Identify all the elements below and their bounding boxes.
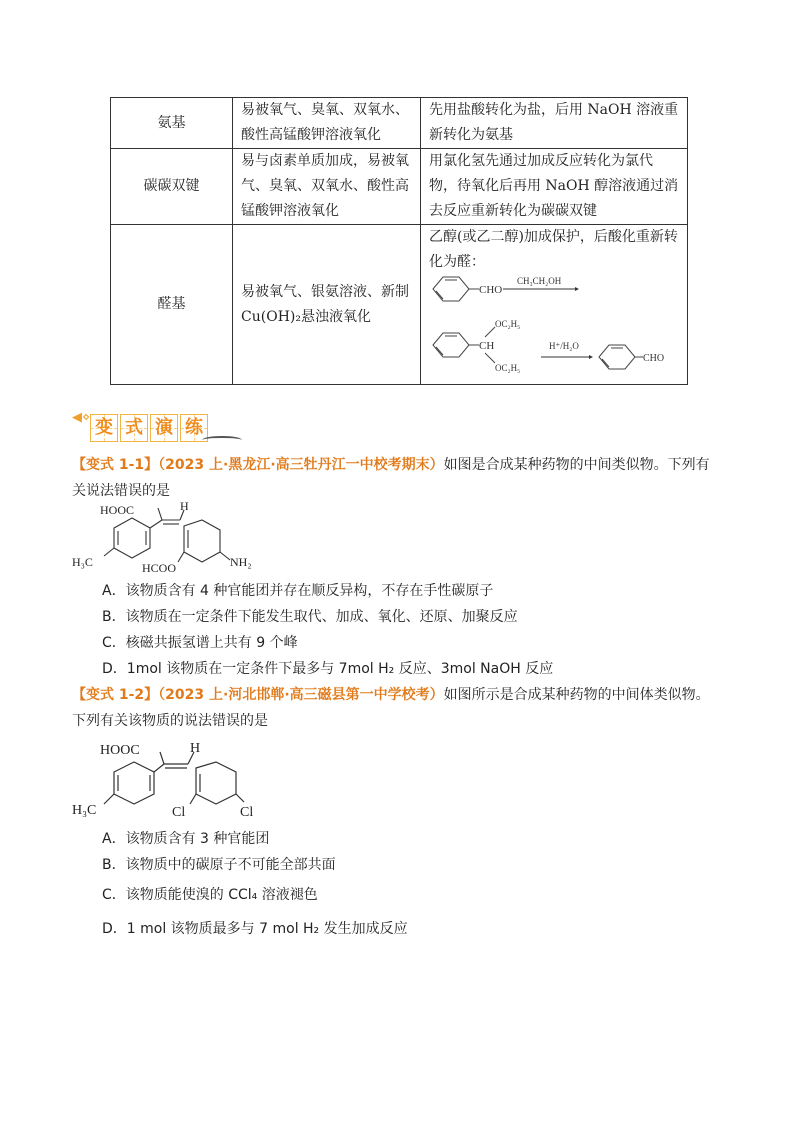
option-a[interactable]: A．该物质含有 3 种官能团: [102, 831, 270, 847]
title-char: 式: [120, 414, 148, 442]
svg-text:CHO: CHO: [478, 284, 503, 296]
group-cell: 醛基: [111, 225, 233, 385]
svg-text:NH₂: NH₂: [230, 555, 252, 569]
question-2-stem: [72, 682, 722, 734]
question-tag: 【变式 1-1】: [72, 457, 159, 473]
benzene-ring-icon: [599, 345, 643, 369]
question-tag: 【变式 1-2】: [72, 687, 159, 703]
property-cell: 易被氧气、臭氧、双氧水、酸性高锰酸钾溶液氧化: [233, 98, 421, 149]
option-c[interactable]: C．该物质能使溴的 CCl₄ 溶液褪色: [102, 887, 318, 903]
table-row: [111, 149, 688, 225]
svg-text:Cl: Cl: [240, 805, 254, 820]
title-char: 演: [150, 414, 178, 442]
benzene-ring-icon: [433, 277, 479, 301]
protection-text: 乙醇(或乙二醇)加成保护，后酸化重新转化为醛：: [428, 229, 678, 270]
svg-text:OC₂H₅: OC₂H₅: [494, 319, 521, 329]
decorative-swoosh-icon: [202, 436, 242, 444]
question-source: （2023 上·河北邯郸·高三磁县第一中学校考）: [158, 687, 444, 703]
title-char: 练: [180, 414, 208, 442]
option-d[interactable]: D．1 mol 该物质最多与 7 mol H₂ 发生加成反应: [102, 921, 408, 937]
question-2-structure: [72, 738, 272, 820]
speaker-icon: ◀⋄: [72, 410, 91, 425]
question-source: （2023 上·黑龙江·高三牡丹江一中校考期末）: [158, 457, 444, 473]
svg-text:Cl: Cl: [172, 805, 186, 820]
option-d[interactable]: D．1mol 该物质在一定条件下最多与 7mol H₂ 反应、3mol NaOH 反应: [102, 661, 554, 677]
svg-text:HOOC: HOOC: [100, 503, 135, 517]
table-row: [111, 225, 688, 385]
option-c[interactable]: C．核磁共振氢谱上共有 9 个峰: [102, 635, 298, 651]
svg-text:CH₃CH₂OH: CH₃CH₂OH: [516, 276, 562, 286]
option-b[interactable]: B．该物质在一定条件下能发生取代、加成、氧化、还原、加聚反应: [102, 609, 518, 625]
svg-text:H₃C: H₃C: [72, 803, 97, 818]
property-cell: 易被氧气、银氨溶液、新制Cu(OH)₂悬浊液氧化: [233, 225, 421, 385]
title-char: 变: [90, 414, 118, 442]
protection-cell: 用氯化氢先通过加成反应转化为氯代物，待氧化后再用 NaOH 醇溶液通过消去反应重新转化为碳碳双键: [420, 149, 687, 225]
group-cell: 氨基: [111, 98, 233, 149]
protection-table: [110, 97, 688, 385]
property-cell: 易与卤素单质加成，易被氧气、臭氧、双氧水、酸性高锰酸钾溶液氧化: [233, 149, 421, 225]
protection-cell: [420, 225, 687, 385]
svg-text:H: H: [190, 741, 201, 756]
svg-text:H₃C: H₃C: [72, 555, 93, 569]
question-1-stem: [72, 452, 722, 504]
question-1-structure: [70, 500, 290, 572]
question-text: 如图所示是合成某种药物的中间体类似物。下列有关该物质的说法错误的是: [72, 687, 710, 729]
svg-text:CHO: CHO: [642, 353, 665, 364]
svg-text:OC₂H₅: OC₂H₅: [494, 363, 521, 373]
svg-text:HCOO: HCOO: [142, 561, 177, 572]
svg-text:H: H: [180, 500, 189, 513]
svg-text:HOOC: HOOC: [100, 743, 140, 758]
protection-cell: 先用盐酸转化为盐，后用 NaOH 溶液重新转化为氨基: [420, 98, 687, 149]
group-cell: 碳碳双键: [111, 149, 233, 225]
option-a[interactable]: A．该物质含有 4 种官能团并存在顺反异构，不存在手性碳原子: [102, 583, 494, 599]
question-text: 如图是合成某种药物的中间类似物。下列有关说法错误的是: [72, 457, 710, 499]
aldehyde-protection-scheme: [429, 275, 679, 380]
svg-text:CH: CH: [478, 340, 495, 352]
option-b[interactable]: B．该物质中的碳原子不可能全部共面: [102, 857, 336, 873]
svg-text:H⁺/H₂O: H⁺/H₂O: [548, 341, 579, 351]
table-row: [111, 98, 688, 149]
